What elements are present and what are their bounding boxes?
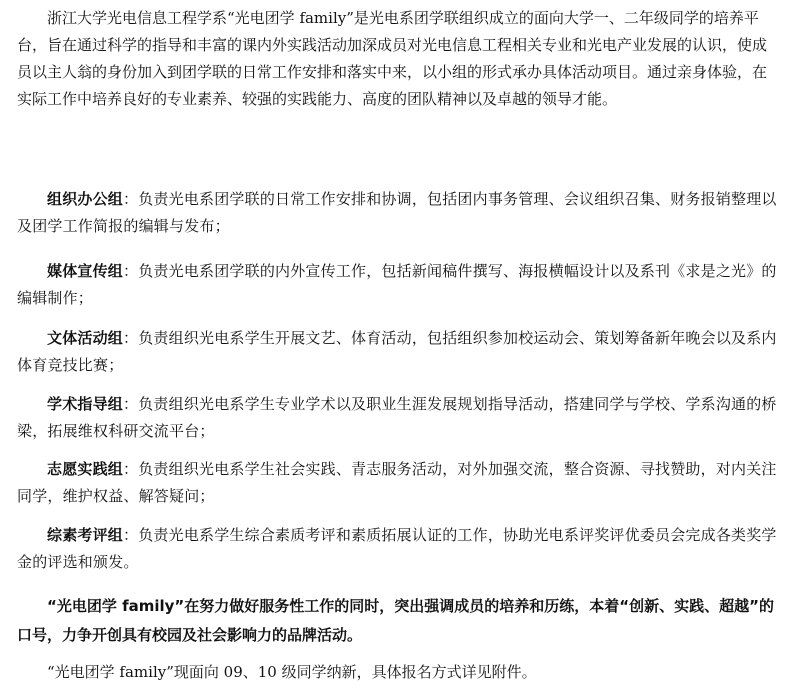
group-name: 组织办公组 bbox=[47, 190, 124, 208]
group-description: ：负责组织光电系学生社会实践、青志服务活动，对外加强交流，整合资源、寻找赞助，对内关注同学，维护权益、解答疑问； bbox=[17, 460, 777, 505]
recruitment-notice: “光电团学 family”现面向 09、10 级同学纳新，具体报名方式详见附件。 bbox=[47, 663, 537, 681]
group-name: 学术指导组 bbox=[47, 395, 124, 413]
group-media-publicity bbox=[17, 258, 777, 312]
group-name: 志愿实践组 bbox=[47, 460, 124, 478]
group-volunteer-practice bbox=[17, 456, 777, 510]
group-quality-evaluation bbox=[17, 522, 777, 576]
group-description: ：负责光电系团学联的日常工作安排和协调，包括团内事务管理、会议组织召集、财务报销整理以及团学工作简报的编辑与发布； bbox=[17, 190, 777, 235]
group-culture-sports bbox=[17, 325, 777, 379]
slogan-paragraph: “光电团学 family”在努力做好服务性工作的同时，突出强调成员的培养和历练，本着“创新、实践、超越”的口号，力争开创具有校园及社会影响力的品牌活动。 bbox=[17, 597, 774, 644]
group-description: ：负责组织光电系学生专业学术以及职业生涯发展规划指导活动，搭建同学与学校、学系沟通的桥梁，拓展维权科研交流平台； bbox=[17, 395, 777, 440]
group-description: ：负责组织光电系学生开展文艺、体育活动，包括组织参加校运动会、策划筹备新年晚会以及系内体育竞技比赛； bbox=[17, 329, 777, 374]
group-name: 综素考评组 bbox=[47, 526, 124, 544]
group-organization-office bbox=[17, 186, 777, 240]
intro-paragraph: 浙江大学光电信息工程学系“光电团学 family”是光电系团学联组织成立的面向大学一、二年级同学的培养平台，旨在通过科学的指导和丰富的课内外实践活动加深成员对光电信息工程相关专业和光电产业发展的认识，使成员以主人翁的身份加入到团学联的日常工作安排和落实中来，以小组的形式承办具体活动项目。通过亲身体验，在实际工作中培养良好的专业素养、较强的实践能力、高度的团队精神以及卓越的领导才能。 bbox=[17, 9, 768, 108]
group-academic-guidance bbox=[17, 391, 777, 445]
group-description: ：负责光电系学生综合素质考评和素质拓展认证的工作，协助光电系评奖评优委员会完成各类奖学金的评选和颁发。 bbox=[17, 526, 777, 571]
group-name: 文体活动组 bbox=[47, 329, 124, 347]
group-name: 媒体宣传组 bbox=[47, 262, 124, 280]
group-description: ：负责光电系团学联的内外宣传工作，包括新闻稿件撰写、海报横幅设计以及系刊《求是之光》的编辑制作； bbox=[17, 262, 777, 307]
